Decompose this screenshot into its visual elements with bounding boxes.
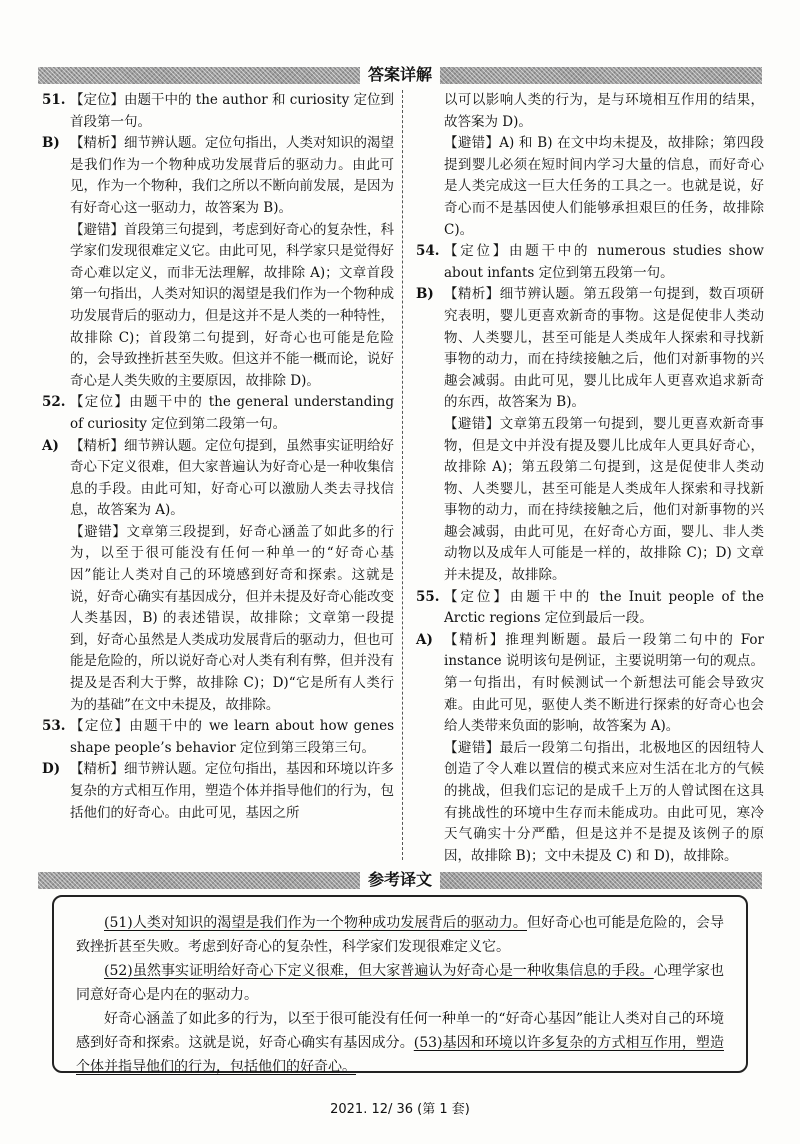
translation-section-title: 参考译文 [360, 869, 440, 891]
q55-locate: 55. 【定位】由题干中的 the Inuit people of the Arctic regions 定位到最后一段。 [416, 588, 764, 627]
underlined-sentence-53: (53)基因和环境以许多复杂的方式相互作用，塑造个体并指导他们的行为，包括他们的好奇心。 [76, 1035, 724, 1075]
q53-locate: 53. 【定位】由题干中的 we learn about how genes shape people’s behavior 定位到第三段第三句。 [42, 718, 394, 756]
answers-section-band [38, 67, 762, 84]
q54-analysis: B) 【精析】细节辨认题。第五段第一句提到，数百项研究表明，婴儿更喜欢新奇的事物。这是促使非人类动物、人类婴儿，甚至可能是人类成年人探索和寻找新事物的动力，而在持续接触之后，他们对新事物的兴趣会减弱。由此可见，婴儿比成年人更喜欢追求新奇的东西，故答案为 B)。 [416, 284, 764, 414]
q54-distractor: 【避错】文章第五段第一句提到，婴儿更喜欢新奇事物，但是文中并没有提及婴儿比成年人更具好奇心，故排除 A)；第五段第二句提到，这是促使非人类动物、人类婴儿，甚至可能是人类成年人探索和寻找新事物的动力，而在持续接触之后，他们对新事物的兴趣会减弱，由此可见，在好奇心方面，婴儿、非人类动物以及成年人可能是一样的，故排除 C)；D) 文章并未提及，故排除。 [444, 415, 764, 584]
underlined-sentence-52: (52)虽然事实证明给好奇心下定义很难，但大家普遍认为好奇心是一种收集信息的手段。 [104, 963, 654, 979]
q53-distractor: 【避错】A) 和 B) 在文中均未提及，故排除；第四段提到婴儿必须在短时间内学习大量的信息，而好奇心是人类完成这一巨大任务的工具之一。也就是说，好奇心而不是基因使人们能够承担艰巨的任务，故排除 C)。 [444, 135, 764, 238]
q52-analysis: A) 【精析】细节辨认题。定位句提到，虽然事实证明给好奇心下定义很难，但大家普遍认为好奇心是一种收集信息的手段。由此可知，好奇心可以激励人类去寻找信息，故答案为 A)。 [42, 436, 394, 522]
q55-distractor: 【避错】最后一段第二句指出，北极地区的因纽特人创造了令人难以置信的模式来应对生活在北方的气候的挑战，但我们忘记的是成千上万的人曾试图在这具有挑战性的环境中生存而未能成功。由此可见，寒冷天气确实十分严酷，但是这并不是提及该例子的原因，故排除 B)；文中未提及 C) 和 D)，故排除。 [444, 739, 764, 864]
underlined-sentence-51: (51)人类对知识的渴望是我们作为一个物种成功发展背后的驱动力。 [104, 915, 527, 931]
q54-answer: B) [416, 286, 434, 303]
q51-analysis: B) 【精析】细节辨认题。定位句指出，人类对知识的渴望是我们作为一个物种成功发展背后的驱动力。由此可见，作为一个物种，我们之所以不断向前发展，是因为有好奇心这一驱动力，故答案为 B)。 [42, 133, 394, 219]
q54-locate: 54. 【定位】由题干中的 numerous studies show about infants 定位到第五段第一句。 [416, 243, 764, 281]
translation-paragraph-1: (51)人类对知识的渴望是我们作为一个物种成功发展背后的驱动力。但好奇心也可能是危险的，会导致挫折甚至失败。考虑到好奇心的复杂性，科学家们发现很难定义它。 [76, 915, 724, 955]
left-column [42, 90, 394, 824]
answers-section-title: 答案详解 [360, 64, 440, 86]
q53-analysis-continued: 以可以影响人类的行为，是与环境相互作用的结果，故答案为 D)。 [444, 92, 764, 130]
q52-answer: A) [42, 437, 59, 454]
translation-paragraph-3: 好奇心涵盖了如此多的行为，以至于很可能没有任何一种单一的“好奇心基因”能让人类对自己的环境感到好奇和探索。这就是说，好奇心确实有基因成分。(53)基因和环境以许多复杂的方式相互作用，塑造个体并指导他们的行为，包括他们的好奇心。 [76, 1011, 724, 1075]
page-footer: 2021. 12/ 36 (第 1 套) [330, 1102, 470, 1117]
q53-analysis: D) 【精析】细节辨认题。定位句指出，基因和环境以许多复杂的方式相互作用，塑造个体并指导他们的行为，包括他们的好奇心。由此可见，基因之所 [42, 759, 394, 824]
q52-distractor: 【避错】文章第三段提到，好奇心涵盖了如此多的行为，以至于很可能没有任何一种单一的“好奇心基因”能让人类对自己的环境感到好奇和探索。这就是说，好奇心确实有基因成分，但并未提及好奇心能改变人类基因，B) 的表述错误，故排除；文章第一段提到，好奇心虽然是人类成功发展背后的驱动力，但也可能是危险的，所以说好奇心对人类有利有弊，但并没有提及是否利大于弊，故排除 C)；D)“它是所有人类行为的基础”在文中未提及，故排除。 [70, 523, 394, 713]
translation-section-band [38, 872, 762, 889]
q53-answer: D) [42, 761, 61, 778]
q55-answer: A) [416, 631, 433, 648]
translation-box [52, 895, 748, 1073]
q51-answer: B) [42, 135, 60, 152]
q52-locate: 52. 【定位】由题干中的 the general understanding of curiosity 定位到第二段第一句。 [42, 394, 394, 432]
q51-distractor: 【避错】首段第三句提到，考虑到好奇心的复杂性，科学家们发现很难定义它。由此可见，科学家只是觉得好奇心难以定义，而非无法理解，故排除 A)；文章首段第一句指出，人类对知识的渴望是我们作为一个物种成功发展背后的驱动力，但是这并不是人类的一种特性，故排除 C)；首段第二句提到，好奇心也可能是危险的，会导致挫折甚至失败。但这并不能一概而论，说好奇心是人类失败的主要原因，故排除 D)。 [70, 221, 394, 389]
translation-paragraph-2: (52)虽然事实证明给好奇心下定义很难，但大家普遍认为好奇心是一种收集信息的手段。心理学家也同意好奇心是内在的驱动力。 [76, 963, 724, 1003]
q55-analysis: A) 【精析】推理判断题。最后一段第二句中的 For instance 说明该句是例证，主要说明第一句的观点。第一句指出，有时候测试一个新想法可能会导致灾难。由此可见，驱使人类不断进行探索的好奇心也会给人类带来负面的影响，故答案为 A)。 [416, 630, 764, 738]
q51-locate: 51. 【定位】由题干中的 the author 和 curiosity 定位到首段第一句。 [42, 92, 394, 130]
right-column [416, 90, 764, 867]
column-divider [402, 90, 403, 860]
